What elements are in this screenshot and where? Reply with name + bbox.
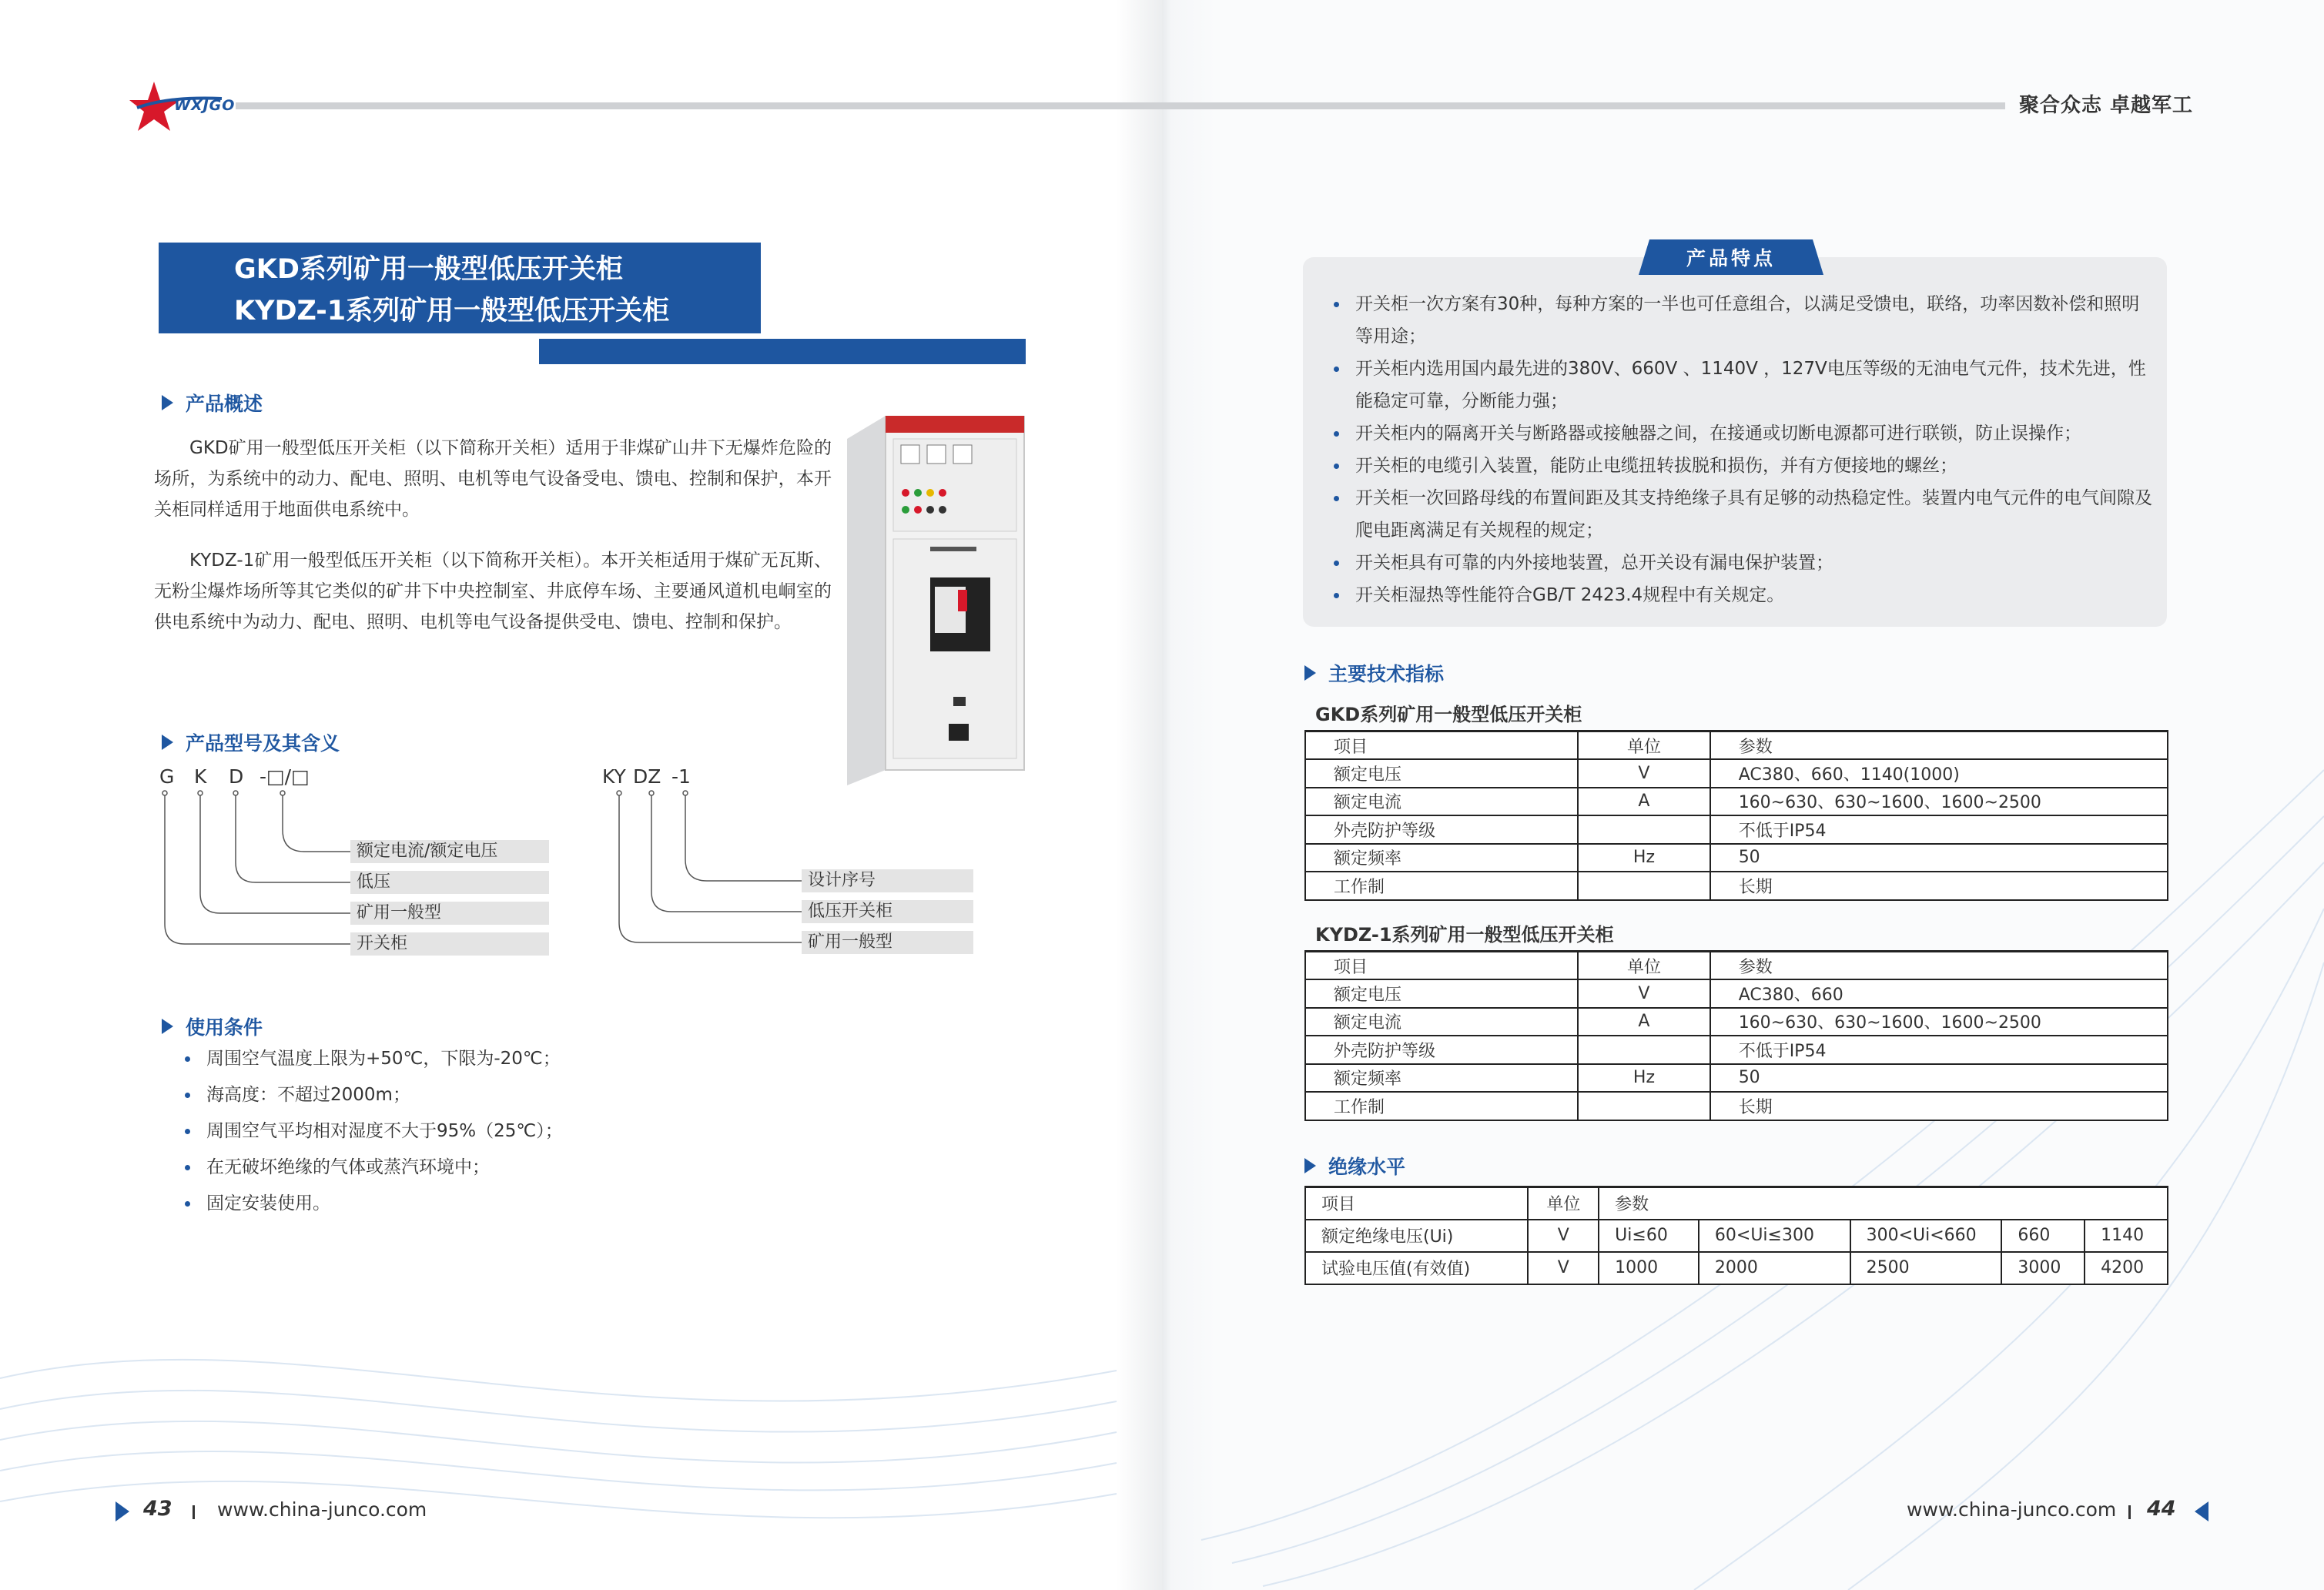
table-cell: 160~630、630~1600、1600~2500 <box>1710 788 2168 816</box>
table-cell: 2000 <box>1699 1252 1850 1284</box>
list-item: 开关柜一次回路母线的布置间距及其支持绝缘子具有足够的动热稳定性。装置内电气元件的电气间隙及爬电距离满足有关规程的规定； <box>1329 482 2153 547</box>
table-row <box>1305 1036 2168 1064</box>
table-row <box>1305 1252 2168 1284</box>
triangle-icon <box>162 1019 173 1034</box>
features-list <box>1329 288 2153 611</box>
list-item: 固定安装使用。 <box>182 1186 798 1222</box>
table-cell: 50 <box>1710 1064 2168 1093</box>
page-title-gkd: GKD系列矿用一般型低压开关柜 <box>234 254 623 285</box>
table-row <box>1305 872 2168 900</box>
model-heading-text: 产品型号及其含义 <box>186 732 340 755</box>
gkd-code-d: D <box>229 765 244 788</box>
table-cell: 工作制 <box>1305 1092 1578 1120</box>
col-header-param: 参数 <box>1599 1187 2168 1220</box>
list-item: 开关柜内的隔离开关与断路器或接触器之间，在接通或切断电源都可进行联锁，防止误操作； <box>1329 417 2153 450</box>
table-cell <box>1578 815 1710 844</box>
insulation-heading-text: 绝缘水平 <box>1328 1156 1406 1178</box>
table-cell: Ui≤60 <box>1599 1220 1699 1252</box>
table-row <box>1305 1220 2168 1252</box>
table-cell: 额定电流 <box>1305 788 1578 816</box>
slogan: 聚合众志 卓越军工 <box>2019 94 2194 117</box>
gkd-code-g: G <box>159 765 175 788</box>
kydz-spec-table <box>1304 950 2168 1121</box>
table-row <box>1305 1064 2168 1093</box>
gkd-label-low-voltage: 低压 <box>350 871 549 894</box>
col-header-param: 参数 <box>1710 952 2168 980</box>
col-header-item: 项目 <box>1305 952 1578 980</box>
kydz-label-design-no: 设计序号 <box>802 869 973 892</box>
col-header-item: 项目 <box>1305 731 1578 760</box>
table-cell: 50 <box>1710 844 2168 872</box>
table-cell: 外壳防护等级 <box>1305 815 1578 844</box>
gkd-table-title: GKD系列矿用一般型低压开关柜 <box>1315 704 1582 725</box>
list-item: 周围空气平均相对湿度不大于95%（25℃）； <box>182 1113 798 1150</box>
table-cell: 长期 <box>1710 872 2168 900</box>
table-cell: 额定电压 <box>1305 759 1578 788</box>
table-cell: V <box>1528 1220 1599 1252</box>
table-cell: 额定电压 <box>1305 979 1578 1008</box>
table-cell: 60<Ui≤300 <box>1699 1220 1850 1252</box>
table-row <box>1305 979 2168 1008</box>
table-cell: 不低于IP54 <box>1710 1036 2168 1064</box>
table-cell: 2500 <box>1850 1252 2002 1284</box>
table-cell: 1000 <box>1599 1252 1699 1284</box>
col-header-unit: 单位 <box>1578 952 1710 980</box>
table-cell: 不低于IP54 <box>1710 815 2168 844</box>
conditions-heading <box>162 1013 263 1040</box>
triangle-icon <box>1304 1158 1316 1173</box>
triangle-icon <box>1304 665 1316 681</box>
kydz-code-dz: DZ <box>633 765 661 788</box>
col-header-item: 项目 <box>1305 1187 1528 1220</box>
list-item: 开关柜内选用国内最先进的380V、660V 、1140V ，127V电压等级的无油电气元件，技术先进，性能稳定可靠，分断能力强； <box>1329 353 2153 417</box>
gkd-label-switchgear: 开关柜 <box>350 932 549 956</box>
gkd-label-current-voltage: 额定电流/额定电压 <box>350 840 549 863</box>
table-cell: 3000 <box>2001 1252 2085 1284</box>
table-cell: V <box>1528 1252 1599 1284</box>
table-cell: 660 <box>2001 1220 2085 1252</box>
table-cell: A <box>1578 1008 1710 1036</box>
col-header-param: 参数 <box>1710 731 2168 760</box>
table-header-row <box>1305 952 2168 980</box>
insulation-heading <box>1304 1152 1405 1180</box>
overview-heading-text: 产品概述 <box>186 393 263 415</box>
table-cell: AC380、660 <box>1710 979 2168 1008</box>
table-header-row <box>1305 1187 2168 1220</box>
table-cell <box>1578 872 1710 900</box>
table-cell: V <box>1578 979 1710 1008</box>
footer-divider <box>193 1505 195 1519</box>
overview-paragraph-1: GKD矿用一般型低压开关柜（以下简称开关柜）适用于非煤矿山井下无爆炸危险的场所，为系统中的动力、配电、照明、电机等电气设备受电、馈电、控制和保护，本开关柜同样适用于地面供电系统中。 <box>154 438 832 520</box>
left-page-number: 43 <box>143 1497 172 1521</box>
table-cell: Hz <box>1578 1064 1710 1093</box>
table-cell: 额定频率 <box>1305 844 1578 872</box>
kydz-table-title: KYDZ-1系列矿用一般型低压开关柜 <box>1315 924 1614 946</box>
table-cell: 4200 <box>2085 1252 2168 1284</box>
gkd-code-k: K <box>194 765 207 788</box>
list-item: 开关柜一次方案有30种，每种方案的一半也可任意组合，以满足受馈电，联络，功率因数补偿和照明等用途； <box>1329 288 2153 353</box>
table-cell: 额定频率 <box>1305 1064 1578 1093</box>
table-cell: AC380、660、1140(1000) <box>1710 759 2168 788</box>
list-item: 海高度：不超过2000m； <box>182 1077 798 1113</box>
list-item: 开关柜具有可靠的内外接地装置，总开关设有漏电保护装置； <box>1329 547 2153 579</box>
page-fold-shadow <box>1117 0 1217 1590</box>
table-cell: 外壳防护等级 <box>1305 1036 1578 1064</box>
kydz-label-mining-type: 矿用一般型 <box>802 931 973 954</box>
table-row <box>1305 844 2168 872</box>
overview-paragraph-2: KYDZ-1矿用一般型低压开关柜（以下简称开关柜）。本开关柜适用于煤矿无瓦斯、无粉尘爆炸场所等其它类似的矿井下中央控制室、井底停车场、主要通风道机电峒室的供电系统中为动力、配电、照明、电机等电气设备提供受电、馈电、控制和保护。 <box>154 551 832 632</box>
kydz-code-ky: KY <box>602 765 626 788</box>
list-item: 在无破坏绝缘的气体或蒸汽环境中； <box>182 1150 798 1186</box>
table-cell: 工作制 <box>1305 872 1578 900</box>
table-row <box>1305 815 2168 844</box>
table-cell: 300<Ui<660 <box>1850 1220 2002 1252</box>
table-row <box>1305 788 2168 816</box>
table-cell: 额定电流 <box>1305 1008 1578 1036</box>
conditions-list <box>182 1041 798 1222</box>
list-item: 周围空气温度上限为+50℃，下限为-20℃； <box>182 1041 798 1077</box>
list-item: 开关柜湿热等性能符合GB/T 2423.4规程中有关规定。 <box>1329 579 2153 611</box>
logo-text: WXJGO <box>174 97 236 114</box>
col-header-unit: 单位 <box>1578 731 1710 760</box>
kydz-label-low-voltage-switchgear: 低压开关柜 <box>802 900 973 923</box>
table-cell <box>1578 1036 1710 1064</box>
table-cell: A <box>1578 788 1710 816</box>
table-cell: 额定绝缘电压(Ui) <box>1305 1220 1528 1252</box>
insulation-table <box>1304 1186 2168 1285</box>
conditions-heading-text: 使用条件 <box>186 1016 263 1039</box>
table-cell: 1140 <box>2085 1220 2168 1252</box>
gkd-label-mining-type: 矿用一般型 <box>350 902 549 925</box>
table-row <box>1305 1092 2168 1120</box>
table-cell: 长期 <box>1710 1092 2168 1120</box>
footer-divider <box>2128 1505 2131 1519</box>
table-cell <box>1578 1092 1710 1120</box>
table-header-row <box>1305 731 2168 760</box>
features-tab-label: 产品特点 <box>1686 247 1776 269</box>
page-next-triangle-icon <box>2195 1501 2208 1521</box>
gkd-spec-table <box>1304 730 2168 901</box>
table-cell: V <box>1578 759 1710 788</box>
col-header-unit: 单位 <box>1528 1187 1599 1220</box>
tech-heading-text: 主要技术指标 <box>1328 663 1445 685</box>
right-page-number: 44 <box>2147 1497 2176 1521</box>
gkd-code-suffix: -□/□ <box>260 765 310 788</box>
footer-url-left[interactable]: www.china-junco.com <box>217 1498 427 1521</box>
page-prev-triangle-icon <box>116 1501 129 1521</box>
list-item: 开关柜的电缆引入装置，能防止电缆扭转拔脱和损伤，并有方便接地的螺丝； <box>1329 450 2153 482</box>
table-row <box>1305 759 2168 788</box>
page-title-kydz: KYDZ-1系列矿用一般型低压开关柜 <box>234 296 670 326</box>
tech-heading <box>1304 659 1444 687</box>
table-row <box>1305 1008 2168 1036</box>
kydz-code-suffix: -1 <box>671 765 691 788</box>
table-cell: 160~630、630~1600、1600~2500 <box>1710 1008 2168 1036</box>
table-cell: 试验电压值(有效值) <box>1305 1252 1528 1284</box>
footer-url-right[interactable]: www.china-junco.com <box>1907 1498 2117 1521</box>
table-cell: Hz <box>1578 844 1710 872</box>
